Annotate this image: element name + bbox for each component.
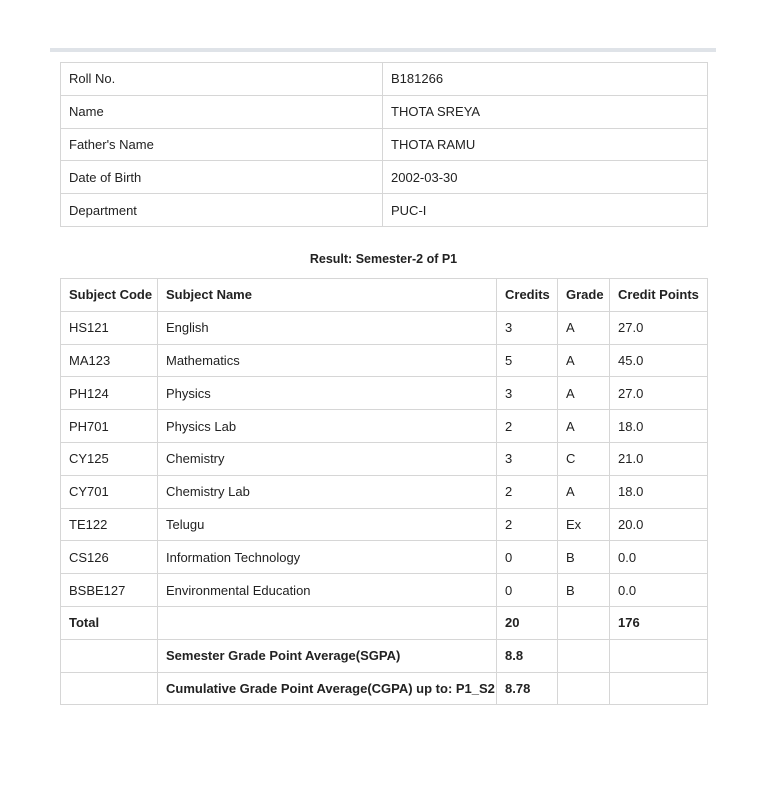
- subject-name-cell: English: [158, 311, 497, 344]
- subject-code-cell: CY125: [61, 442, 158, 475]
- header-subject-name: Subject Name: [158, 279, 497, 312]
- sgpa-value: 8.8: [497, 639, 558, 672]
- grade-cell: A: [558, 344, 610, 377]
- student-info-value: PUC-I: [383, 194, 708, 227]
- grade-cell: A: [558, 311, 610, 344]
- student-info-row: [61, 95, 708, 128]
- student-info-value: THOTA SREYA: [383, 95, 708, 128]
- student-info-row: [61, 63, 708, 96]
- cgpa-label: Cumulative Grade Point Average(CGPA) up to: P1_S2: [158, 672, 497, 705]
- subject-name-cell: Environmental Education: [158, 574, 497, 607]
- credits-cell: 5: [497, 344, 558, 377]
- subject-name-cell: Physics Lab: [158, 410, 497, 443]
- cgpa-empty-points: [610, 672, 708, 705]
- credits-cell: 3: [497, 442, 558, 475]
- cgpa-empty-cell: [61, 672, 158, 705]
- result-title: Result: Semester-2 of P1: [309, 252, 458, 266]
- sgpa-row: [61, 639, 708, 672]
- subject-name-cell: Telugu: [158, 508, 497, 541]
- header-subject-code: Subject Code: [61, 279, 158, 312]
- grade-cell: A: [558, 475, 610, 508]
- table-row: [61, 541, 708, 574]
- credits-cell: 2: [497, 475, 558, 508]
- subject-name-cell: Chemistry Lab: [158, 475, 497, 508]
- credit-points-cell: 20.0: [610, 508, 708, 541]
- cgpa-row: [61, 672, 708, 705]
- table-row: [61, 574, 708, 607]
- table-row: [61, 344, 708, 377]
- table-row: [61, 442, 708, 475]
- subject-code-cell: HS121: [61, 311, 158, 344]
- total-credits: 20: [497, 606, 558, 639]
- credit-points-cell: 45.0: [610, 344, 708, 377]
- subject-code-cell: TE122: [61, 508, 158, 541]
- grade-cell: B: [558, 541, 610, 574]
- credit-points-cell: 18.0: [610, 475, 708, 508]
- credits-cell: 2: [497, 508, 558, 541]
- subject-name-cell: Physics: [158, 377, 497, 410]
- subject-code-cell: MA123: [61, 344, 158, 377]
- credit-points-cell: 18.0: [610, 410, 708, 443]
- grade-cell: C: [558, 442, 610, 475]
- table-row: [61, 475, 708, 508]
- credits-cell: 0: [497, 541, 558, 574]
- total-row: [61, 606, 708, 639]
- table-row: [61, 508, 708, 541]
- table-row: [61, 377, 708, 410]
- student-info-label: Father's Name: [61, 128, 383, 161]
- sgpa-empty-grade: [558, 639, 610, 672]
- credits-cell: 3: [497, 377, 558, 410]
- student-info-label: Roll No.: [61, 63, 383, 96]
- student-info-value: THOTA RAMU: [383, 128, 708, 161]
- grade-cell: B: [558, 574, 610, 607]
- student-info-value: B181266: [383, 63, 708, 96]
- total-label: Total: [61, 606, 158, 639]
- result-table: [60, 278, 708, 705]
- credits-cell: 3: [497, 311, 558, 344]
- table-row: [61, 311, 708, 344]
- total-credit-points: 176: [610, 606, 708, 639]
- student-info-row: [61, 194, 708, 227]
- student-info-row: [61, 161, 708, 194]
- table-row: [61, 410, 708, 443]
- credit-points-cell: 0.0: [610, 541, 708, 574]
- student-info-label: Department: [61, 194, 383, 227]
- top-divider: [50, 48, 716, 52]
- credit-points-cell: 27.0: [610, 311, 708, 344]
- cgpa-value: 8.78: [497, 672, 558, 705]
- student-info-label: Date of Birth: [61, 161, 383, 194]
- subject-code-cell: CY701: [61, 475, 158, 508]
- header-credits: Credits: [497, 279, 558, 312]
- subject-code-cell: PH701: [61, 410, 158, 443]
- sgpa-empty-points: [610, 639, 708, 672]
- subject-name-cell: Information Technology: [158, 541, 497, 574]
- total-empty-grade: [558, 606, 610, 639]
- student-info-row: [61, 128, 708, 161]
- credit-points-cell: 21.0: [610, 442, 708, 475]
- credit-points-cell: 0.0: [610, 574, 708, 607]
- total-empty-cell: [158, 606, 497, 639]
- header-grade: Grade: [558, 279, 610, 312]
- subject-name-cell: Mathematics: [158, 344, 497, 377]
- student-info-label: Name: [61, 95, 383, 128]
- header-credit-points: Credit Points: [610, 279, 708, 312]
- sgpa-label: Semester Grade Point Average(SGPA): [158, 639, 497, 672]
- student-info-table: [60, 62, 708, 227]
- result-header-row: [61, 279, 708, 312]
- grade-cell: Ex: [558, 508, 610, 541]
- grade-cell: A: [558, 377, 610, 410]
- credits-cell: 0: [497, 574, 558, 607]
- sgpa-empty-cell: [61, 639, 158, 672]
- subject-code-cell: BSBE127: [61, 574, 158, 607]
- subject-code-cell: CS126: [61, 541, 158, 574]
- credits-cell: 2: [497, 410, 558, 443]
- cgpa-empty-grade: [558, 672, 610, 705]
- credit-points-cell: 27.0: [610, 377, 708, 410]
- grade-cell: A: [558, 410, 610, 443]
- student-info-value: 2002-03-30: [383, 161, 708, 194]
- subject-code-cell: PH124: [61, 377, 158, 410]
- subject-name-cell: Chemistry: [158, 442, 497, 475]
